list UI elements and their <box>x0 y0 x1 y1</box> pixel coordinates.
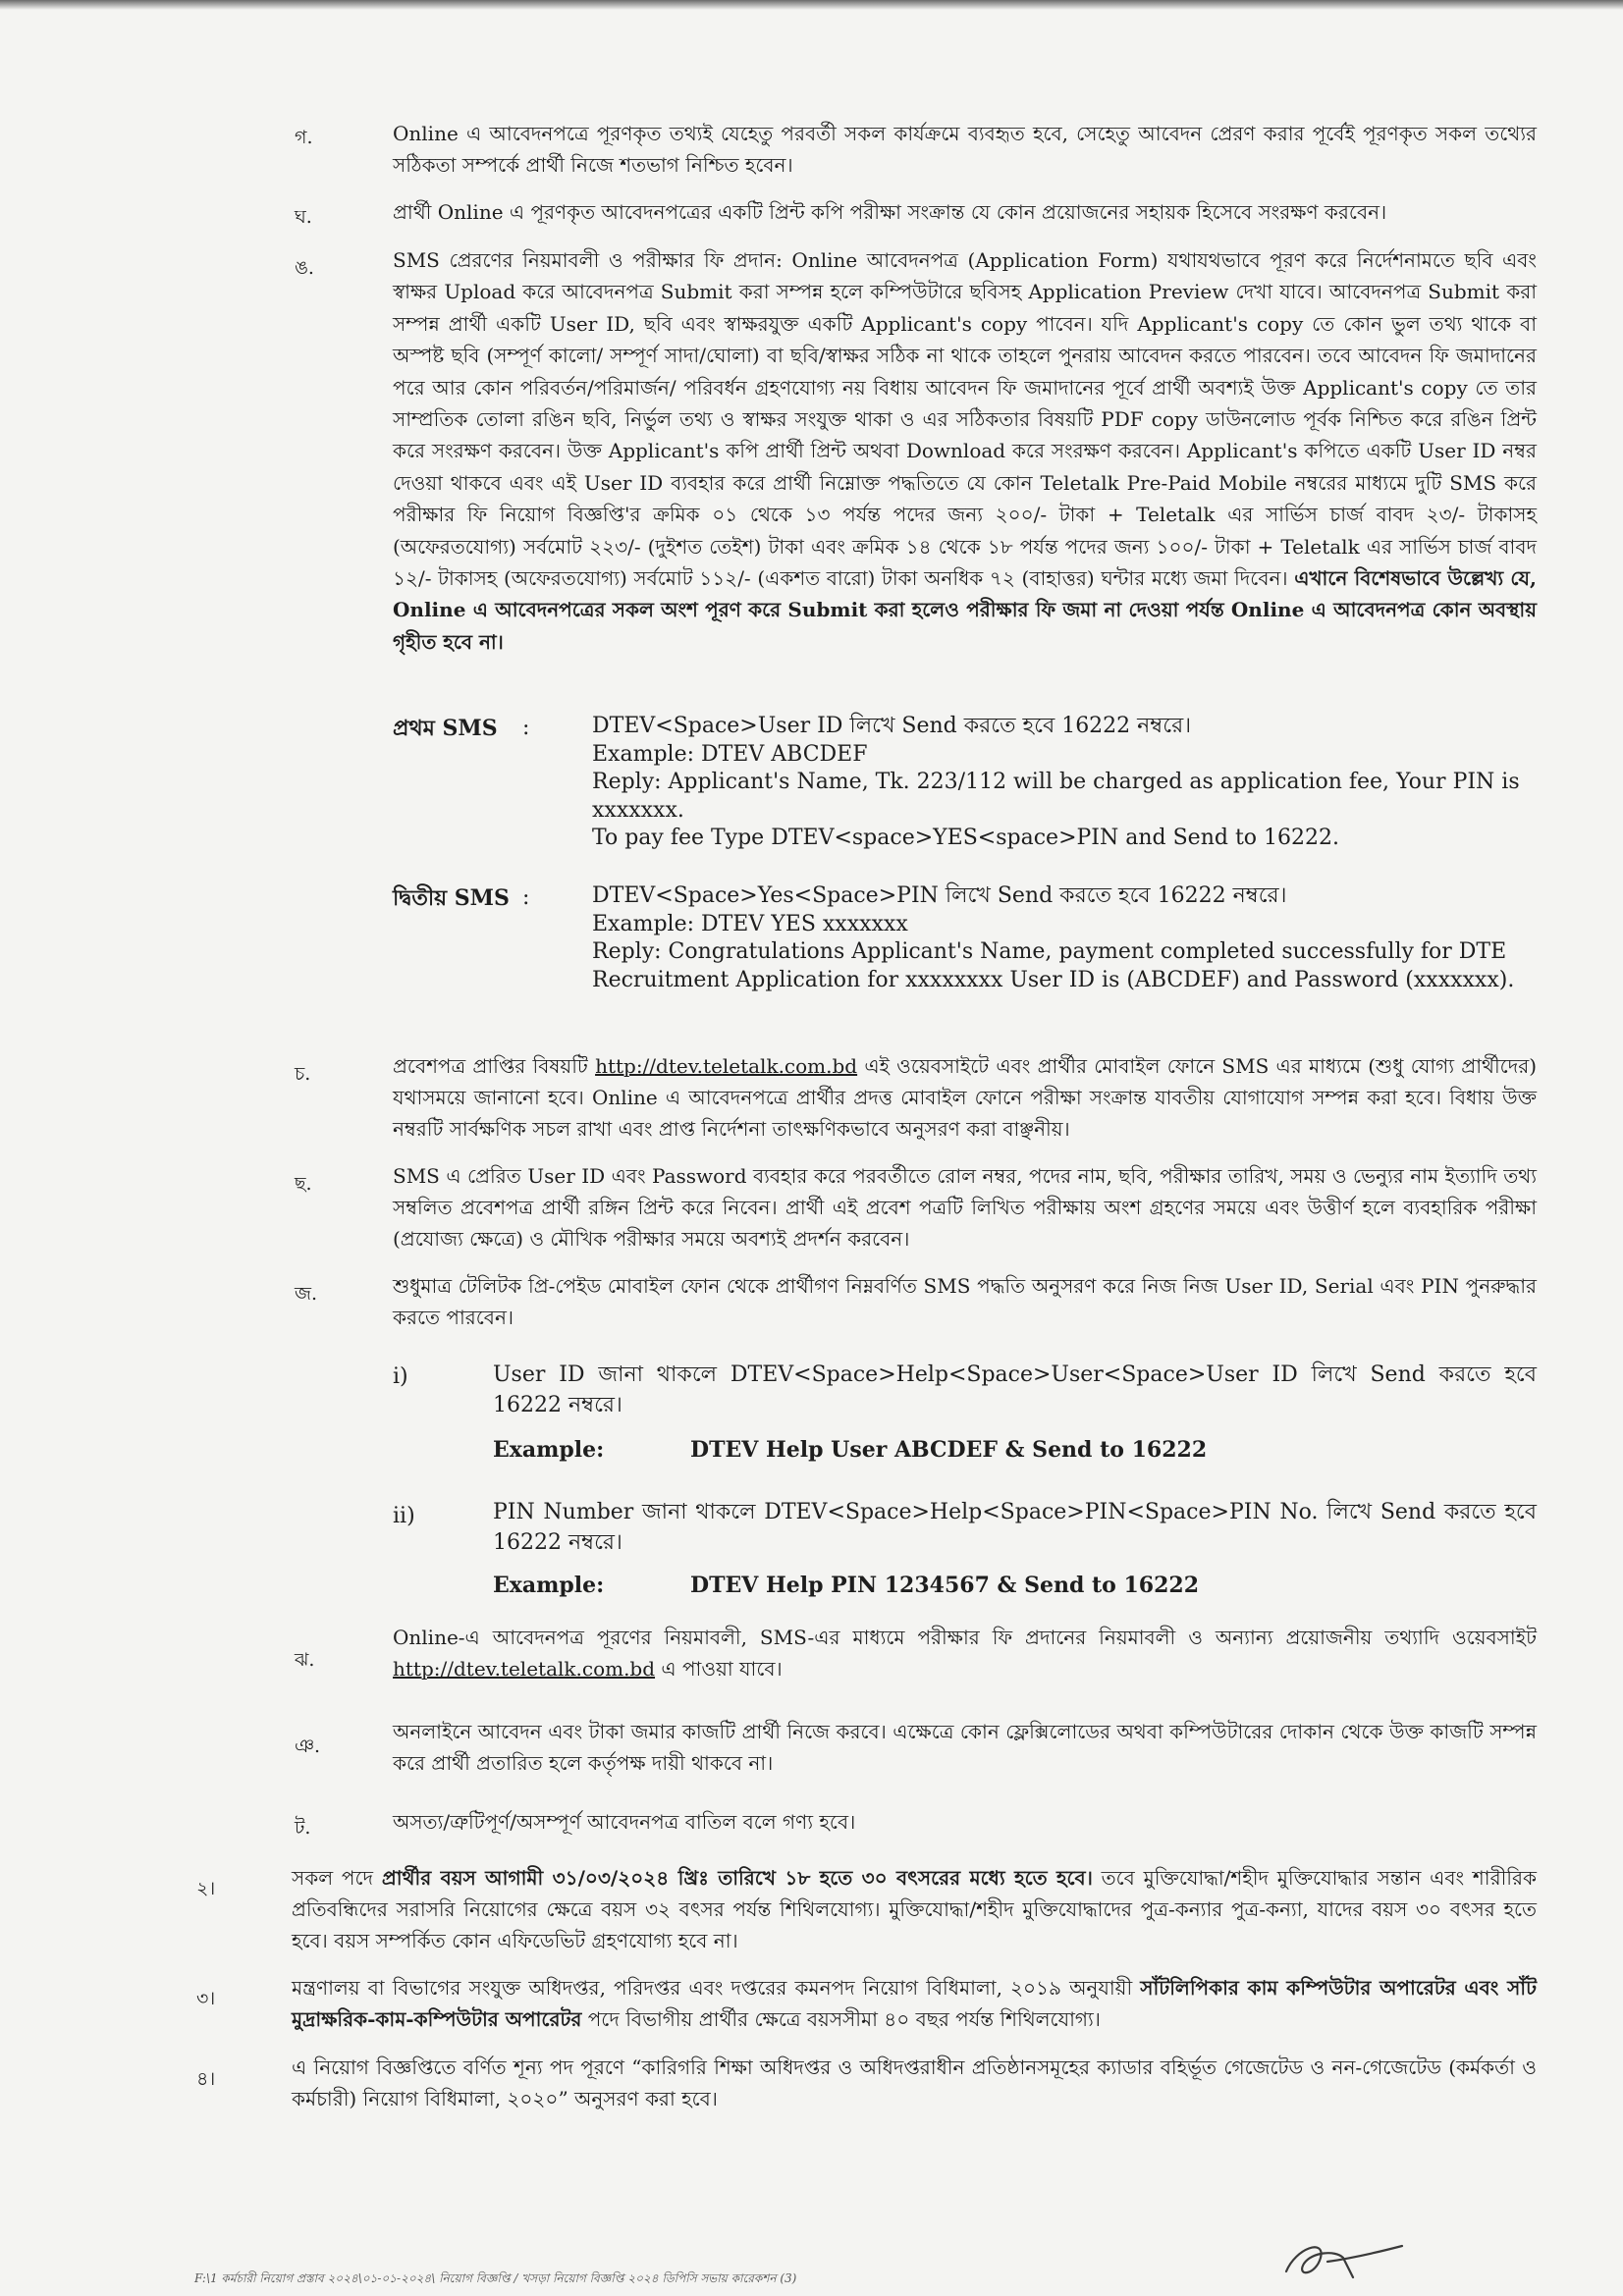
second-sms-label: দ্বিতীয় SMS <box>393 885 510 911</box>
item-text-ga: Online এ আবেদনপত্রে পূরণকৃত তথ্যই যেহেতু পরবর্তী সকল কার্যক্রমে ব্যবহৃত হবে, সেহেতু আবেদন প্রেরণ করার পূর্বেই পূরণকৃত সকল তথ্যের সঠিকতা সম্পর্কে প্রার্থী নিজে শতভাগ নিশ্চিত হবেন। <box>393 122 1537 177</box>
item-text-cha <box>393 1050 1537 1145</box>
item-label-ta: ট. <box>295 1817 311 1839</box>
item-label-jha: ঝ. <box>295 1649 315 1671</box>
section-number-3: ৩। <box>196 1988 216 2009</box>
item-text-nya: অনলাইনে আবেদন এবং টাকা জমার কাজটি প্রার্থী নিজে করবে। এক্ষেত্রে কোন ফ্লেক্সিলোডের অথবা কম্পিউটারের দোকান থেকে উক্ত কাজটি সম্পন্ন করে প্রার্থী প্রতারিত হলে কর্তৃপক্ষ দায়ী থাকবে না। <box>393 1720 1537 1775</box>
age-relax-bold: সাঁটলিপিকার কাম কম্পিউটার অপারেটর এবং সাঁট মুদ্রাক্ষরিক-কাম-কম্পিউটার অপারেটর <box>292 1976 1537 2031</box>
first-sms-line: Example: DTEV ABCDEF <box>592 741 868 767</box>
item-text-gha: প্রার্থী Online এ পূরণকৃত আবেদনপত্রের একটি প্রিন্ট কপি পরীক্ষা সংক্রান্ত যে কোন প্রয়োজনের সহায়ক হিসেবে সংরক্ষণ করবেন। <box>393 200 1387 224</box>
admit-card-text-rest: এই ওয়েবসাইটে এবং প্রার্থীর মোবাইল ফোনে SMS এর মাধ্যমে (শুধু যোগ্য প্রার্থীদের) যথাসময়ে জানানো হবে। Online এ আবেদনপত্রে প্রার্থীর প্রদত্ত মোবাইল ফোনে পরীক্ষা সংক্রান্ত যাবতীয় যোগাযোগ সম্পন্ন করা হবে। বিধায় উক্ত নম্বরটি সার্বক্ষণিক সচল রাখা এবং প্রাপ্ত নির্দেশনা তাৎক্ষণিকভাবে অনুসরণ করা বাঞ্ছনীয়। <box>393 1054 1538 1141</box>
age-relax-text: মন্ত্রণালয় বা বিভাগের সংযুক্ত অধিদপ্তর, পরিদপ্তর এবং দপ্তরের কমনপদ নিয়োগ বিধিমালা, ২০১৯ অনুযায়ী <box>292 1976 1133 2000</box>
section-text-3 <box>292 1972 1537 2035</box>
item-label-ga: গ. <box>295 127 313 148</box>
second-sms-line: Reply: Congratulations Applicant's Name, payment completed successfully for DTE Recruitment Application for xxxxxxxx User ID is (ABCDEF) and Password (xxxxxxx). <box>592 939 1515 992</box>
recovery-text-i: User ID জানা থাকলে DTEV<Space>Help<Space>User<Space>User ID লিখে Send করতে হবে 16222 নম্বরে। <box>493 1362 1537 1417</box>
first-sms-line: To pay fee Type DTEV<space>YES<space>PIN and Send to 16222. <box>592 826 1339 850</box>
first-sms-label: প্রথম SMS <box>393 716 498 741</box>
second-sms-body <box>592 882 1535 994</box>
section-number-4: ৪। <box>196 2068 216 2090</box>
second-sms-colon: : <box>522 885 530 910</box>
rules-website-text: Online-এ আবেদনপত্র পূরণের নিয়মাবলী, SMS-এর মাধ্যমে পরীক্ষার ফি প্রদানের নিয়মাবলী ও অন্যান্য প্রয়োজনীয় তথ্যাদি ওয়েবসাইট <box>393 1626 1537 1649</box>
first-sms-line: DTEV<Space>User ID লিখে Send করতে হবে 16222 নম্বরে। <box>592 714 1192 738</box>
section-text-4: এ নিয়োগ বিজ্ঞপ্তিতে বর্ণিত শূন্য পদ পূরণে “কারিগরি শিক্ষা অধিদপ্তর ও অধিদপ্তরাধীন প্রতিষ্ঠানসমূহের ক্যাডার বহির্ভূত গেজেটেড ও নন-গেজেটেড (কর্মকর্তা ও কর্মচারী) নিয়োগ বিধিমালা, ২০২০” অনুসরণ করা হবে। <box>292 2056 1537 2110</box>
recovery-text-ii: PIN Number জানা থাকলে DTEV<Space>Help<Space>PIN<Space>PIN No. লিখে Send করতে হবে 16222 নম্বরে। <box>493 1500 1537 1555</box>
recovery-label-i: i) <box>393 1364 408 1389</box>
admit-card-text: প্রবেশপত্র প্রাপ্তির বিষয়টি <box>393 1054 588 1078</box>
item-text-ta: অসত্য/ত্রুটিপূর্ণ/অসম্পূর্ণ আবেদনপত্র বাতিল বলে গণ্য হবে। <box>393 1810 856 1834</box>
item-text-uma <box>393 244 1537 658</box>
sms-rules-text: SMS প্রেরণের নিয়মাবলী ও পরীক্ষার ফি প্রদান: Online আবেদনপত্র (Application Form) যথাযথভাবে পূরণ করে নির্দেশনামতে ছবি এবং স্বাক্ষর Upload করে আবেদনপত্র Submit করা সম্পন্ন হলে কম্পিউটারে ছবিসহ Application Preview দেখা যাবে। আবেদনপত্র Submit করা সম্পন্ন প্রার্থী একটি User ID, ছবি এবং স্বাক্ষরযুক্ত একটি Applicant's copy পাবেন। যদি Applicant's copy তে কোন ভুল তথ্য থাকে বা অস্পষ্ট ছবি (সম্পূর্ণ কালো/ সম্পূর্ণ সাদা/ঘোলা) বা ছবি/স্বাক্ষর সঠিক না থাকে তাহলে পুনরায় আবেদন করতে পারবেন। তবে আবেদন ফি জমাদানের পরে আর কোন পরিবর্তন/পরিমার্জন/ পরিবর্ধন গ্রহণযোগ্য নয় বিধায় আবেদন ফি জমাদানের পূর্বে প্রার্থী অবশ্যই উক্ত Applicant's copy তে তার সাম্প্রতিক তোলা রঙিন ছবি, নির্ভুল তথ্য ও স্বাক্ষর সংযুক্ত থাকা ও এর সঠিকতার বিষয়টি PDF copy ডাউনলোড পূর্বক নিশ্চিত করে রঙিন প্রিন্ট করে সংরক্ষণ করবেন। উক্ত Applicant's কপি প্রার্থী প্রিন্ট অথবা Download করে সংরক্ষণ করবেন। Applicant's কপিতে একটি User ID নম্বর দেওয়া থাকবে এবং এই User ID ব্যবহার করে প্রার্থী নিম্নোক্ত পদ্ধতিতে যে কোন Teletalk Pre-Paid Mobile নম্বরের মাধ্যমে দুটি SMS করে পরীক্ষার ফি নিয়োগ বিজ্ঞপ্তি'র ক্রমিক ০১ থেকে ১৩ পর্যন্ত পদের জন্য ২০০/- টাকা + Teletalk এর সার্ভিস চার্জ বাবদ ২৩/- টাকাসহ (অফেরতযোগ্য) সর্বমোট ২২৩/- (দুইশত তেইশ) টাকা এবং ক্রমিক ১৪ থেকে ১৮ পর্যন্ত পদের জন্য ১০০/- টাকা + Teletalk এর সার্ভিস চার্জ বাবদ ১২/- টাকাসহ (অফেরতযোগ্য) সর্বমোট ১১২/- (একশত বারো) টাকা অনধিক ৭২ (বাহাত্তর) ঘন্টার মধ্যে জমা দিবেন। <box>393 248 1537 591</box>
first-sms-body <box>592 713 1535 853</box>
section-text-2 <box>292 1862 1537 1956</box>
scan-edge <box>0 0 1623 10</box>
recovery-label-ii: ii) <box>393 1504 415 1528</box>
item-label-ja: জ. <box>295 1283 318 1305</box>
first-sms-colon: : <box>522 716 530 740</box>
age-relax-text-rest: পদে বিভাগীয় প্রার্থীর ক্ষেত্রে বয়সসীমা ৪০ বছর পর্যন্ত শিথিলযোগ্য। <box>587 2007 1101 2031</box>
signature-icon <box>1267 2228 1404 2287</box>
website-link[interactable]: http://dtev.teletalk.com.bd <box>393 1657 656 1681</box>
first-sms-line: Reply: Applicant's Name, Tk. 223/112 will be charged as application fee, Your PIN is xxxxxxx. <box>592 770 1520 823</box>
footer-file-path: F:\1 কর্মচারী নিয়োগ প্রস্তাব ২০২৪\০১-০১-২০২৪\ নিয়োগ বিজ্ঞপ্তি / খসড়া নিয়োগ বিজ্ঞপ্তি ২০২৪ ডিপিসি সভায় কারেকশন (3) <box>194 2271 797 2285</box>
item-label-nya: ঞ. <box>295 1735 321 1757</box>
age-bold: প্রার্থীর বয়স আগামী ৩১/০৩/২০২৪ খ্রিঃ তারিখে ১৮ হতে ৩০ বৎসরের মধ্যে হতে হবে। <box>381 1866 1093 1890</box>
item-text-chha: SMS এ প্রেরিত User ID এবং Password ব্যবহার করে পরবর্তীতে রোল নম্বর, পদের নাম, ছবি, পরীক্ষার তারিখ, সময় ও ভেন্যুর নাম ইত্যাদি তথ্য সম্বলিত প্রবেশপত্র প্রার্থী রঙ্গিন প্রিন্ট করে নিবেন। প্রার্থী এই প্রবেশ পত্রটি লিখিত পরীক্ষায় অংশ গ্রহণের সময়ে এবং উত্তীর্ণ হলে ব্যবহারিক পরীক্ষা (প্রযোজ্য ক্ষেত্রে) ও মৌখিক পরীক্ষার সময়ে অবশ্যই প্রদর্শন করবেন। <box>393 1164 1537 1251</box>
section-number-2: ২। <box>196 1878 216 1899</box>
second-sms-line: Example: DTEV YES xxxxxxx <box>592 911 908 936</box>
item-label-gha: ঘ. <box>295 206 312 228</box>
age-text: সকল পদে <box>292 1866 374 1890</box>
website-link[interactable]: http://dtev.teletalk.com.bd <box>595 1054 858 1078</box>
item-label-uma: ঙ. <box>295 257 314 279</box>
item-label-cha: চ. <box>295 1063 311 1085</box>
rules-website-text-rest: এ পাওয়া যাবে। <box>661 1657 783 1681</box>
sms-rules-bold-note: এখানে বিশেষভাবে উল্লেখ্য যে, Online এ আবেদনপত্রের সকল অংশ পূরণ করে Submit করা হলেও পরীক্ষার ফি জমা না দেওয়া পর্যন্ত Online এ আবেদনপত্র কোন অবস্থায় গৃহীত হবে না। <box>393 566 1538 654</box>
age-text-rest: তবে মুক্তিযোদ্ধা/শহীদ মুক্তিযোদ্ধার সন্তান এবং শারীরিক প্রতিবন্ধিদের সরাসরি নিয়োগের ক্ষেত্রে বয়স ৩২ বৎসর পর্যন্ত শিথিলযোগ্য। মুক্তিযোদ্ধা/শহীদ মুক্তিযোদ্ধাদের পুত্র-কন্যার পুত্র-কন্যা, যাদের বয়স ৩০ বৎসর হতে হবে। বয়স সম্পর্কিত কোন এফিডেভিট গ্রহণযোগ্য হবে না। <box>292 1866 1538 1952</box>
recovery-example-value-i: DTEV Help User ABCDEF & Send to 16222 <box>690 1437 1208 1463</box>
recovery-example-value-ii: DTEV Help PIN 1234567 & Send to 16222 <box>690 1573 1200 1598</box>
item-text-ja: শুধুমাত্র টেলিটক প্রি-পেইড মোবাইল ফোন থেকে প্রার্থীগণ নিম্নবর্ণিত SMS পদ্ধতি অনুসরণ করে নিজ নিজ User ID, Serial এবং PIN পুনরুদ্ধার করতে পারবেন। <box>393 1274 1537 1329</box>
item-label-chha: ছ. <box>295 1173 312 1195</box>
recovery-example-label-ii: Example: <box>493 1573 605 1598</box>
recovery-example-label-i: Example: <box>493 1437 605 1463</box>
item-text-jha <box>393 1622 1537 1684</box>
second-sms-line: DTEV<Space>Yes<Space>PIN লিখে Send করতে হবে 16222 নম্বরে। <box>592 883 1287 908</box>
